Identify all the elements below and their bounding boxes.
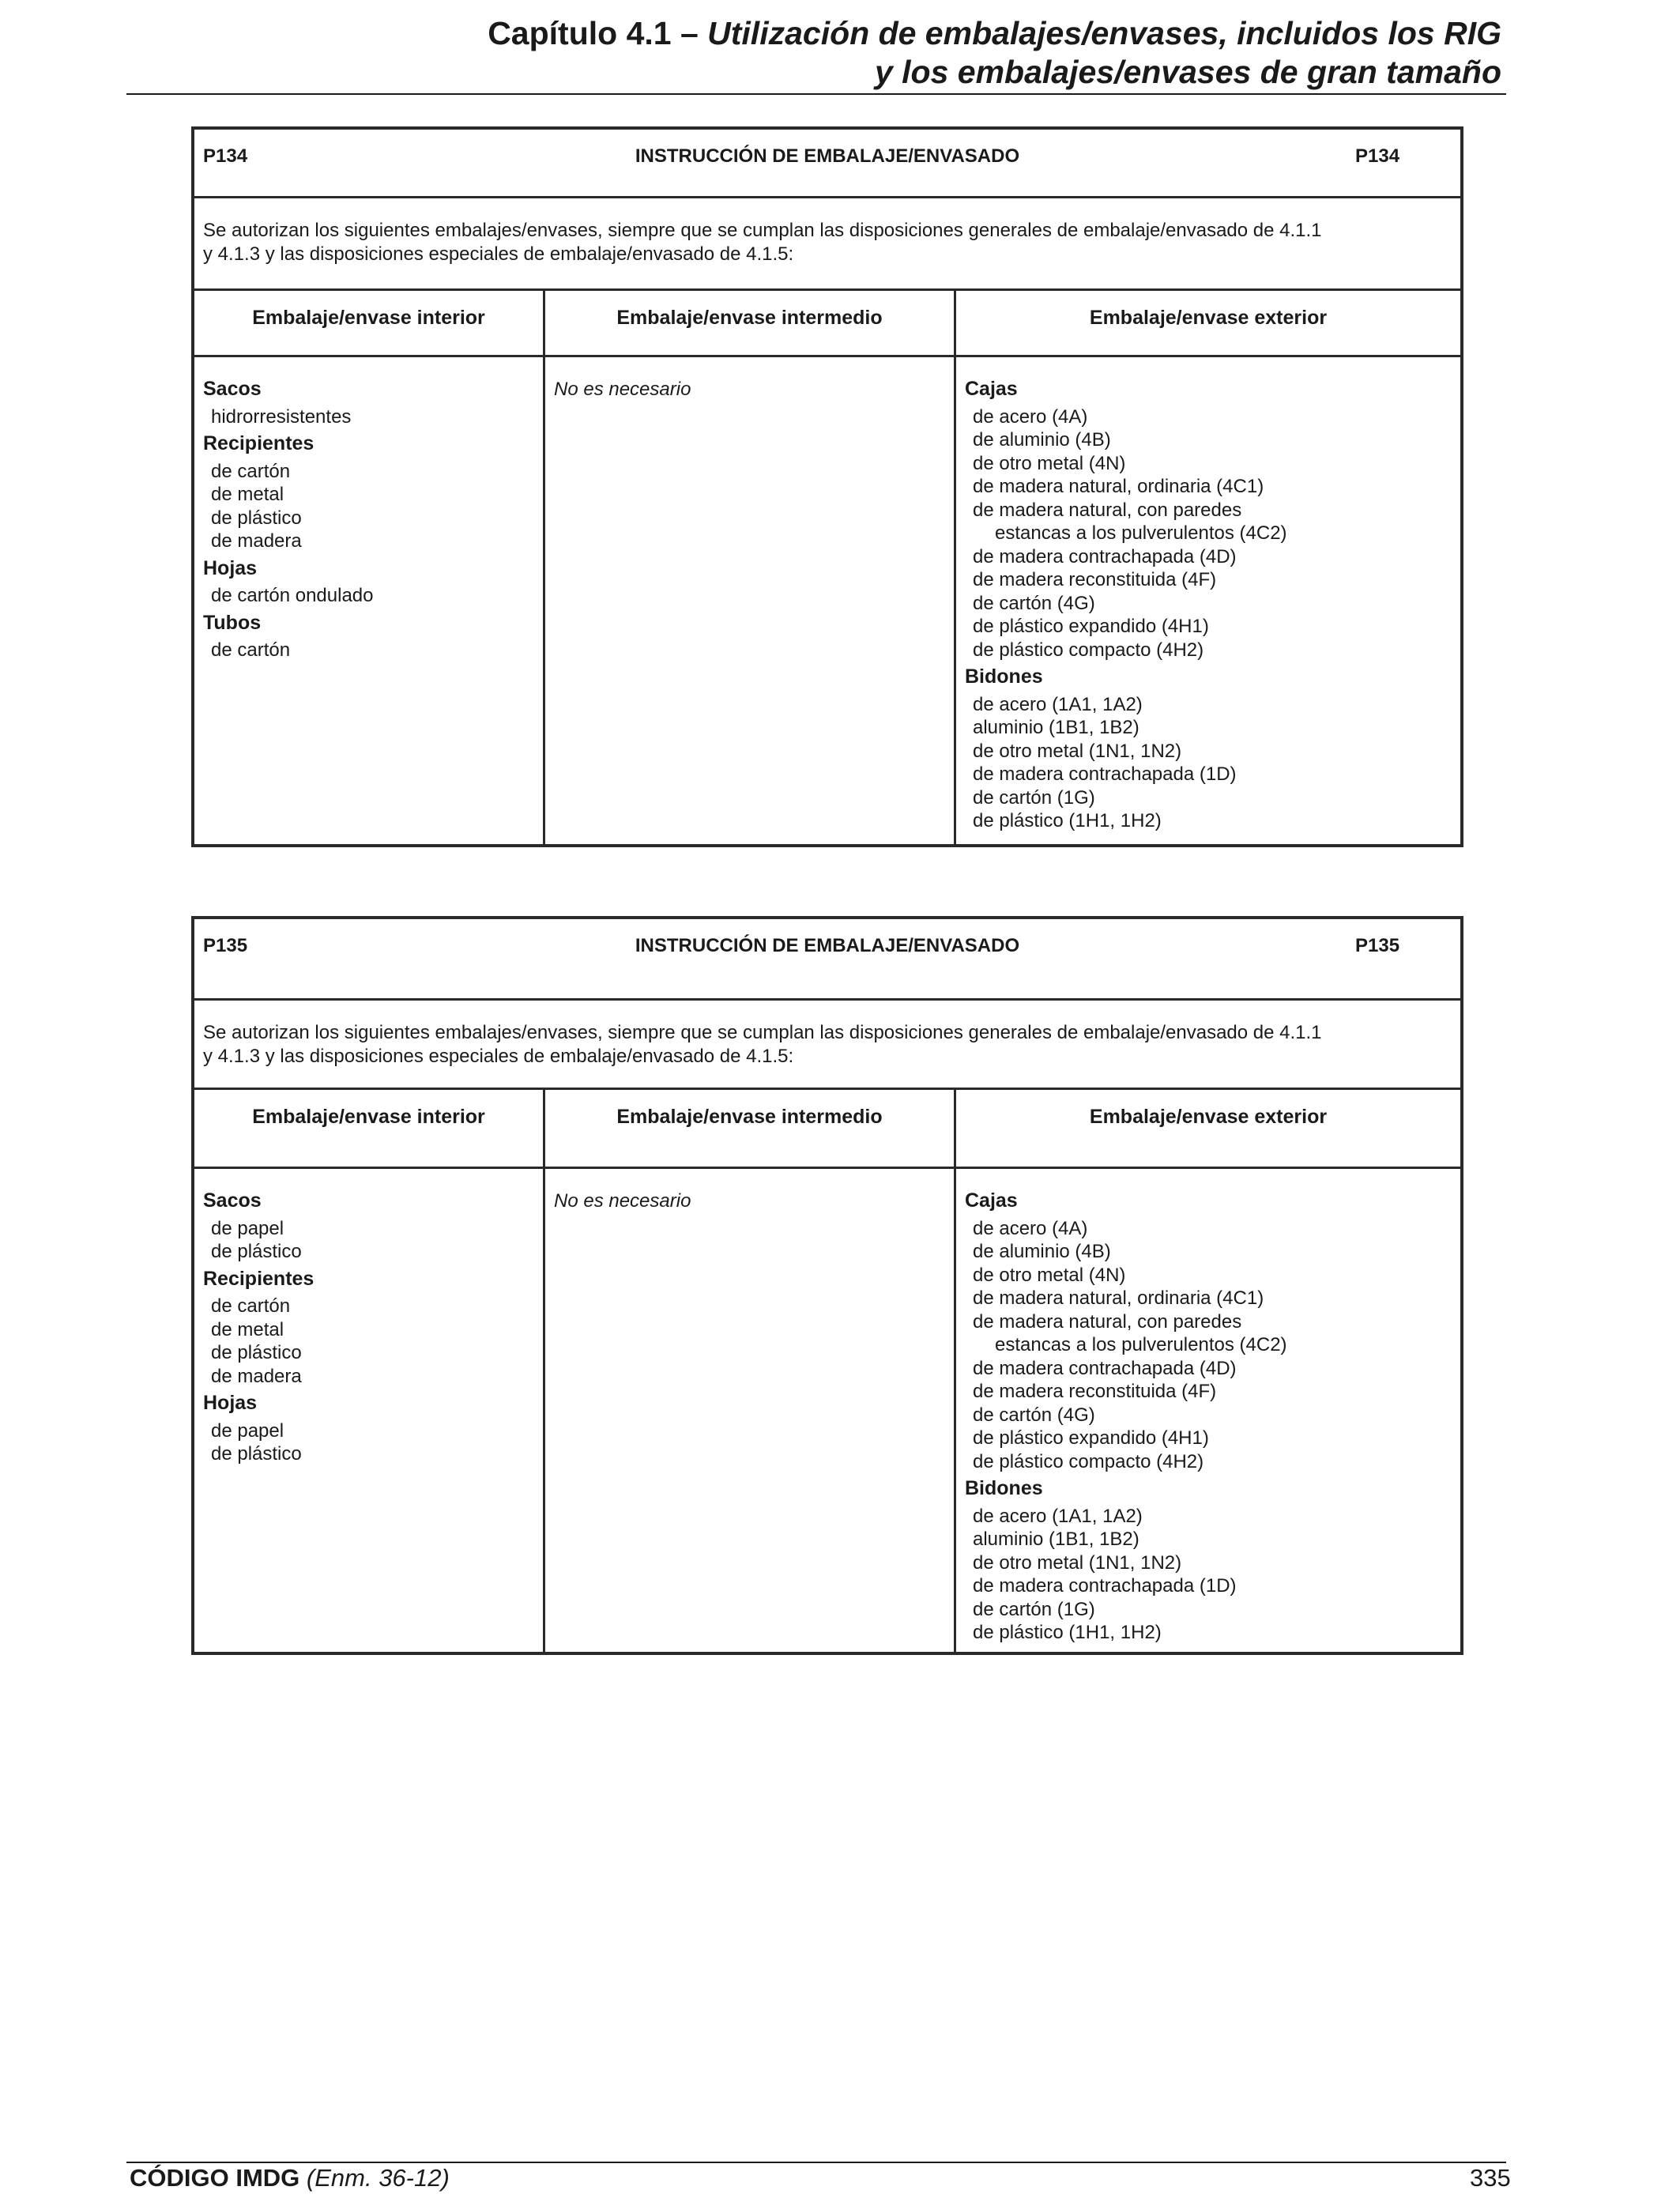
packaging-group-title: Sacos <box>203 378 262 400</box>
intermediate-packaging-cell <box>543 357 954 845</box>
packaging-item: de otro metal (4N) <box>973 452 1126 474</box>
packaging-item: de papel <box>211 1217 284 1239</box>
packaging-item: de plástico <box>211 1443 302 1465</box>
packaging-group-title: Bidones <box>965 665 1043 688</box>
instruction-code-left: P135 <box>203 935 248 956</box>
packaging-item: de madera natural, ordinaria (4C1) <box>973 476 1264 497</box>
packaging-group <box>965 1189 1460 1473</box>
chapter-header-line1 <box>126 14 1501 53</box>
outer-packaging-cell <box>954 1169 1460 1652</box>
packaging-item: de madera reconstituida (4F) <box>973 569 1217 590</box>
packaging-item: de cartón <box>211 1295 291 1317</box>
table-body-row <box>194 1167 1460 1652</box>
packaging-item: de otro metal (1N1, 1N2) <box>973 740 1182 762</box>
column-header-inner-label: Embalaje/envase interior <box>252 1106 485 1128</box>
column-header-inner-label: Embalaje/envase interior <box>252 307 485 329</box>
not-required-text: No es necesario <box>554 1190 691 1212</box>
footer-rule <box>126 2162 1506 2163</box>
packaging-item: de madera contrachapada (4D) <box>973 1357 1237 1379</box>
intro-line: y 4.1.3 y las disposiciones especiales de embalaje/envasado de 4.1.5: <box>203 1046 794 1067</box>
instruction-code-left: P134 <box>203 145 248 167</box>
outer-packaging-cell <box>954 357 1460 845</box>
instruction-title: INSTRUCCIÓN DE EMBALAJE/ENVASADO <box>635 145 1020 167</box>
packaging-item: de plástico (1H1, 1H2) <box>973 1622 1162 1643</box>
column-header-outer-label: Embalaje/envase exterior <box>1089 307 1328 329</box>
packaging-item: de madera contrachapada (4D) <box>973 545 1237 567</box>
packaging-group-title: Bidones <box>965 1477 1043 1499</box>
footer-code-title <box>130 2164 450 2192</box>
packaging-item: de plástico expandido (4H1) <box>973 1427 1209 1449</box>
column-header-intermediate <box>543 291 954 355</box>
packaging-item: de metal <box>211 484 284 505</box>
packaging-group-title: Cajas <box>965 1189 1018 1212</box>
packaging-item: de madera <box>211 1365 302 1387</box>
packaging-group-title: Recipientes <box>203 432 315 454</box>
intermediate-packaging-cell <box>543 1169 954 1652</box>
column-header-inner <box>194 291 543 355</box>
packaging-item: de madera contrachapada (1D) <box>973 763 1237 785</box>
chapter-header <box>126 14 1501 92</box>
packaging-item: de acero (1A1, 1A2) <box>973 1505 1143 1527</box>
packaging-item: de plástico (1H1, 1H2) <box>973 810 1162 831</box>
header-rule <box>126 93 1506 95</box>
packaging-group <box>203 1189 543 1264</box>
packing-instruction-table-p135 <box>191 916 1463 1655</box>
packaging-item: de plástico <box>211 1241 302 1262</box>
packaging-group-title: Cajas <box>965 378 1018 400</box>
column-header-outer <box>954 291 1460 355</box>
packaging-item: de cartón (4G) <box>973 1404 1095 1426</box>
intro-line: Se autorizan los siguientes embalajes/envases, siempre que se cumplan las disposiciones generales de embalaje/envasado de 4.1.1 <box>203 220 1322 241</box>
packaging-item: de madera natural, con paredes <box>973 1310 1242 1333</box>
table-intro-row <box>194 196 1460 288</box>
packaging-item: de plástico compacto (4H2) <box>973 1450 1204 1472</box>
packaging-item: de madera <box>211 530 302 552</box>
intro-line: y 4.1.3 y las disposiciones especiales de embalaje/envasado de 4.1.5: <box>203 243 794 265</box>
not-required-text: No es necesario <box>554 379 691 400</box>
packaging-item: estancas a los pulverulentos (4C2) <box>995 522 1287 544</box>
column-header-outer-label: Embalaje/envase exterior <box>1089 1106 1328 1128</box>
packaging-item: de cartón (1G) <box>973 1598 1095 1620</box>
packaging-item: de cartón <box>211 639 291 661</box>
instruction-code-right: P135 <box>1355 935 1400 956</box>
packaging-item: de acero (4A) <box>973 405 1088 428</box>
packaging-item: de plástico compacto (4H2) <box>973 639 1204 661</box>
packaging-item: de cartón <box>211 460 291 482</box>
packaging-item: de madera natural, con paredes <box>973 499 1242 521</box>
packaging-item: de cartón (1G) <box>973 786 1095 809</box>
inner-packaging-cell <box>194 357 543 845</box>
packaging-group <box>965 378 1460 662</box>
packaging-group <box>203 432 543 553</box>
chapter-title-line1: Utilización de embalajes/envases, incluidos los RIG <box>707 15 1501 51</box>
packaging-item: de aluminio (4B) <box>973 429 1111 450</box>
intro-line: Se autorizan los siguientes embalajes/envases, siempre que se cumplan las disposiciones generales de embalaje/envasado de 4.1.1 <box>203 1022 1322 1043</box>
packaging-item: de papel <box>211 1419 284 1442</box>
instruction-code-right: P134 <box>1355 145 1400 167</box>
packaging-group-title: Hojas <box>203 556 258 579</box>
packaging-group-title: Recipientes <box>203 1267 315 1290</box>
packaging-group-title: Hojas <box>203 1392 258 1414</box>
chapter-title-line2: y los embalajes/envases de gran tamaño <box>874 54 1501 90</box>
packaging-item: de plástico <box>211 507 302 529</box>
packaging-item: de metal <box>211 1318 284 1340</box>
packaging-group <box>203 1268 543 1389</box>
table-title-row <box>194 919 1460 998</box>
table-intro-row <box>194 998 1460 1088</box>
packaging-group-title: Sacos <box>203 1189 262 1212</box>
packaging-item: de cartón (4G) <box>973 592 1095 614</box>
packaging-item: de otro metal (1N1, 1N2) <box>973 1551 1182 1574</box>
chapter-prefix: Capítulo 4.1 – <box>488 15 708 51</box>
packaging-item: de madera contrachapada (1D) <box>973 1575 1237 1596</box>
column-header-intermediate-label: Embalaje/envase intermedio <box>616 307 883 329</box>
intro-text <box>203 219 1452 266</box>
inner-packaging-cell <box>194 1169 543 1652</box>
packaging-item: de cartón ondulado <box>211 585 374 606</box>
column-header-inner <box>194 1090 543 1167</box>
packaging-item: de madera natural, ordinaria (4C1) <box>973 1287 1264 1309</box>
packaging-item: de plástico <box>211 1342 302 1363</box>
packaging-group <box>203 378 543 428</box>
column-header-row <box>194 288 1460 355</box>
packaging-item: de otro metal (4N) <box>973 1264 1126 1286</box>
column-header-intermediate-label: Embalaje/envase intermedio <box>616 1106 883 1128</box>
packaging-item: aluminio (1B1, 1B2) <box>973 717 1139 738</box>
table-title-row <box>194 130 1460 196</box>
packaging-item: estancas a los pulverulentos (4C2) <box>995 1334 1287 1355</box>
packaging-group <box>203 1392 543 1466</box>
packaging-group-title: Tubos <box>203 611 262 634</box>
footer-code-name: CÓDIGO IMDG <box>130 2164 300 2192</box>
packing-instruction-table-p134 <box>191 126 1463 847</box>
packaging-group <box>203 612 543 662</box>
packaging-item: de aluminio (4B) <box>973 1241 1111 1262</box>
packaging-item: hidrorresistentes <box>211 405 352 428</box>
packaging-group <box>203 557 543 608</box>
column-header-intermediate <box>543 1090 954 1167</box>
packaging-group <box>965 1477 1460 1645</box>
packaging-group <box>965 665 1460 833</box>
footer-amendment: (Enm. 36-12) <box>306 2164 450 2192</box>
table-body-row <box>194 355 1460 845</box>
column-header-row <box>194 1088 1460 1167</box>
intro-text <box>203 1021 1452 1069</box>
packaging-item: aluminio (1B1, 1B2) <box>973 1529 1139 1550</box>
packaging-item: de madera reconstituida (4F) <box>973 1381 1217 1402</box>
packaging-item: de acero (1A1, 1A2) <box>973 693 1143 715</box>
packaging-item: de plástico expandido (4H1) <box>973 616 1209 637</box>
column-header-outer <box>954 1090 1460 1167</box>
packaging-item: de acero (4A) <box>973 1217 1088 1239</box>
instruction-title: INSTRUCCIÓN DE EMBALAJE/ENVASADO <box>635 935 1020 956</box>
page-number: 335 <box>1470 2164 1511 2192</box>
